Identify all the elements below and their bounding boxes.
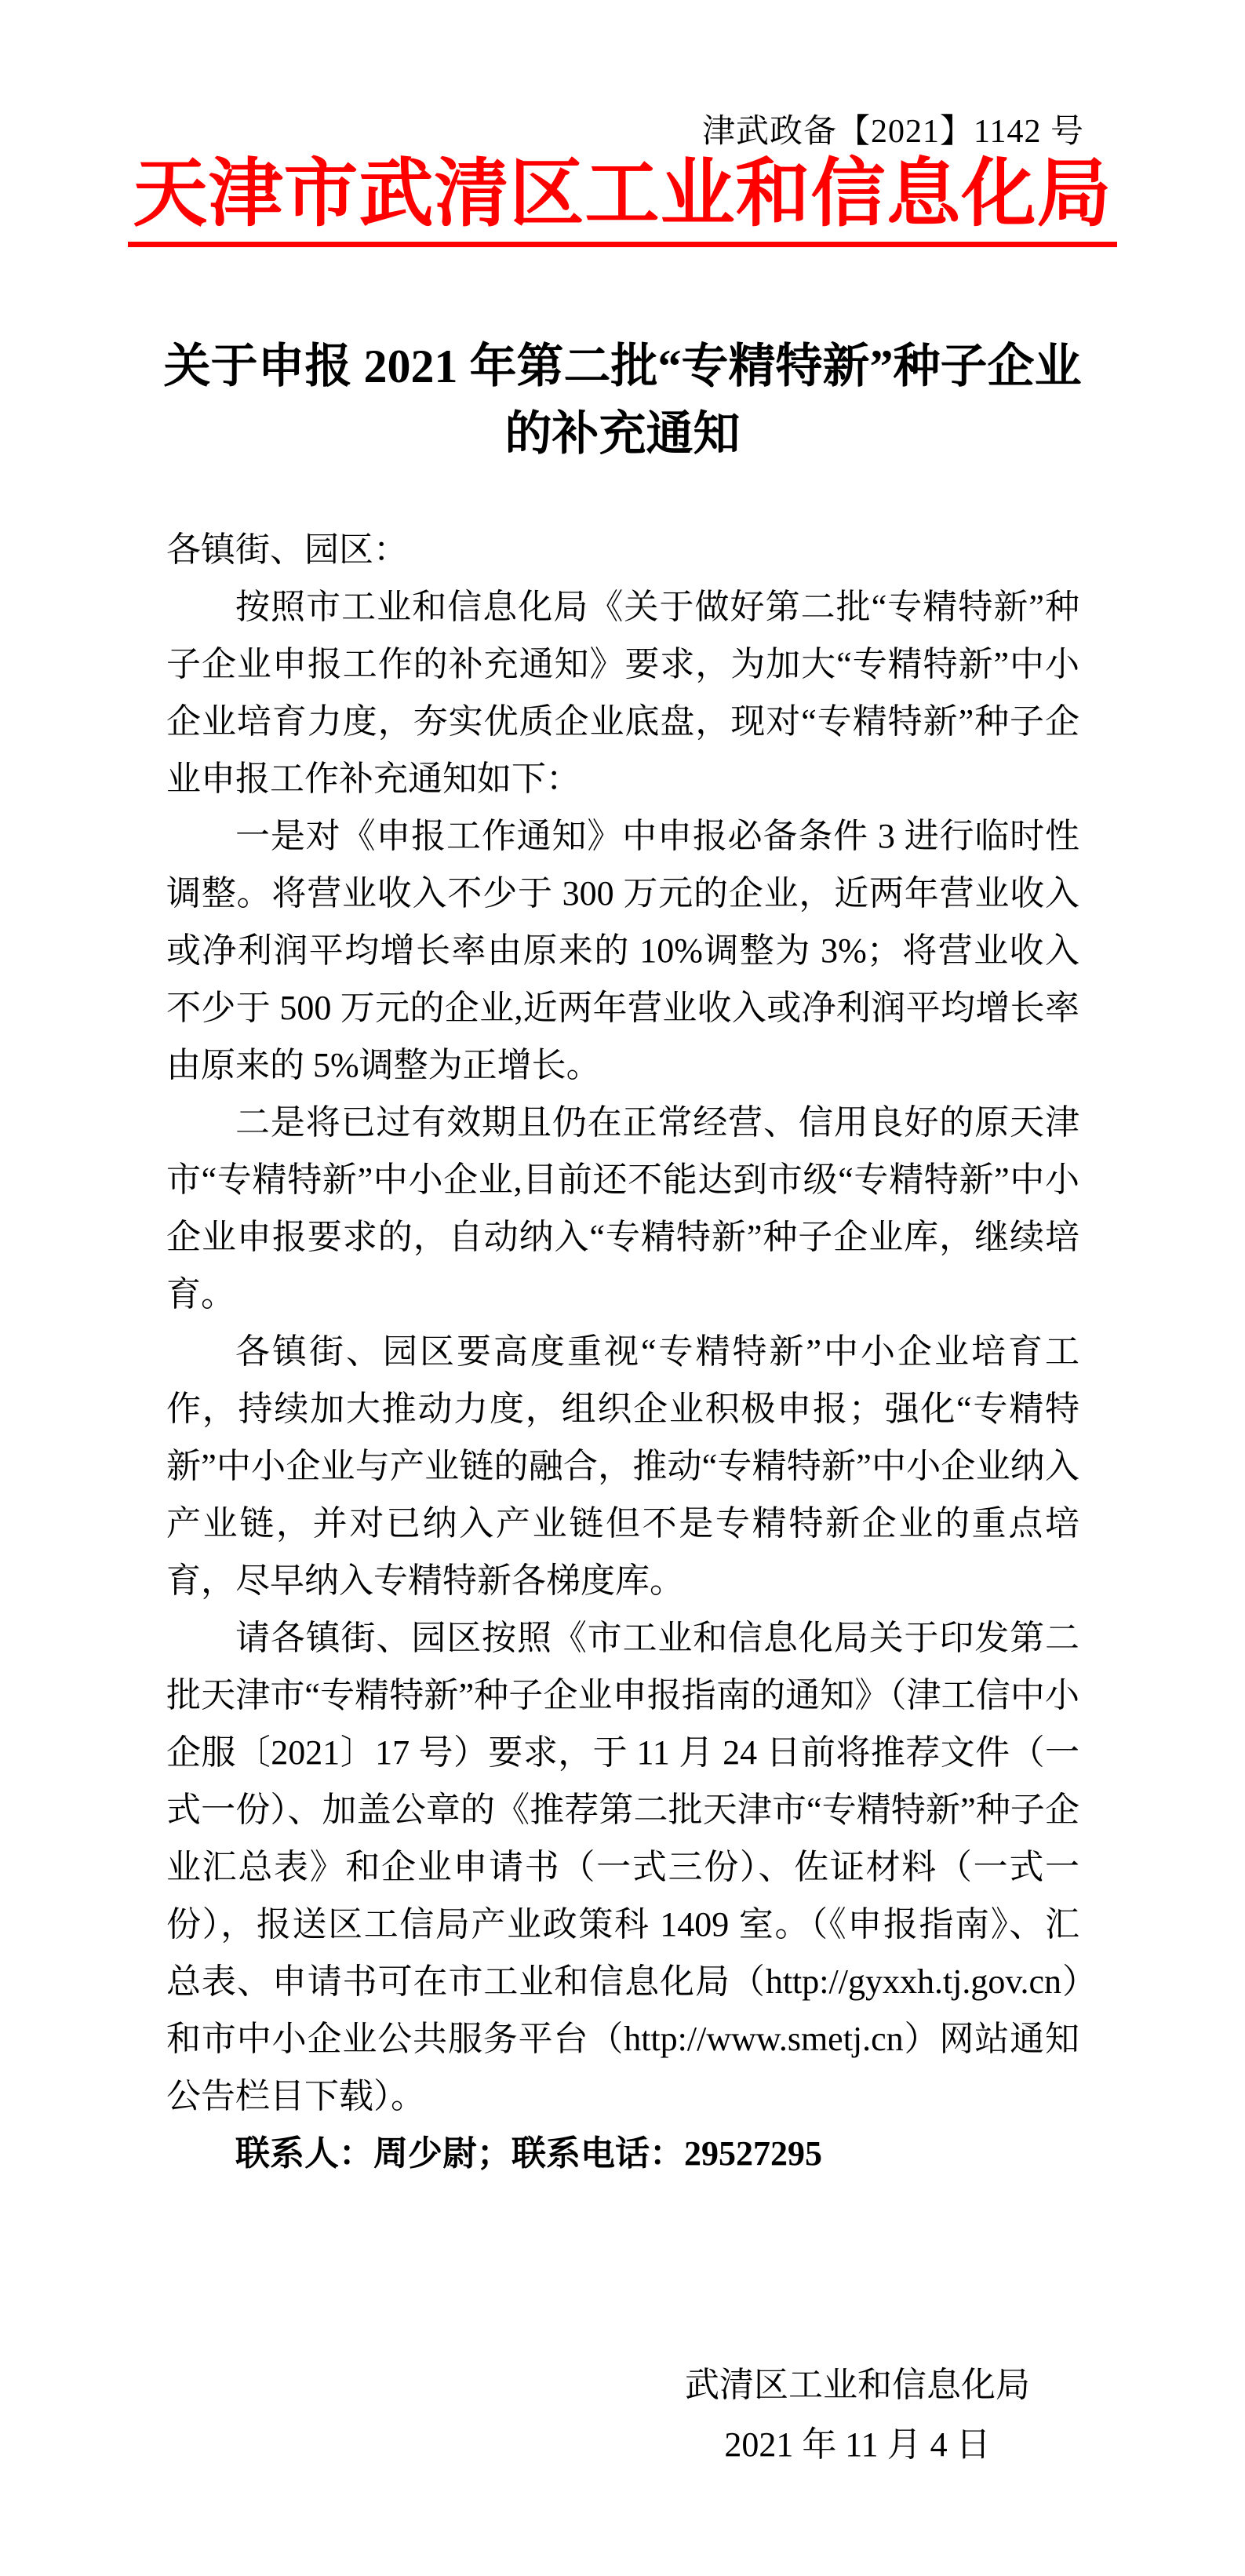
signature-block <box>685 2356 1030 2475</box>
notice-title-line2: 的补充通知 <box>504 408 741 460</box>
paragraph-4: 各镇街、园区要高度重视“专精特新”中小企业培育工作，持续加大推动力度，组织企业积极申报；强化“专精特新”中小企业与产业链的融合，推动“专精特新”中小企业纳入产业链，并对已纳入产业链但不是专精特新企业的重点培育，尽早纳入专精特新各梯度库。 <box>166 1332 1079 1600</box>
notice-title <box>0 333 1245 468</box>
salutation: 各镇街、园区： <box>166 530 408 569</box>
paragraph-5: 请各镇街、园区按照《市工业和信息化局关于印发第二批天津市“专精特新”种子企业申报指南的通知》（津工信中小企服〔2021〕17 号）要求，于 11 月 24 日前将推荐文件（一式一份）、加盖公章的《推荐第二批天津市“专精特新”种子企业汇总表》和企业申请书（一式三份）、佐证材料（一式一份），报送区工信局产业政策科 1409 室。（《申报指南》、汇总表、申请书可在市工业和信息化局（http://gyxxh.tj.gov.cn）和市中小企业公共服务平台（http://www.smetj.cn）网站通知公告栏目下载）。 <box>166 1619 1079 2115</box>
agency-title <box>0 152 1245 247</box>
notice-title-line1: 关于申报 2021 年第二批“专精特新”种子企业 <box>163 341 1082 392</box>
doc-number: 津武政备【2021】1142 号 <box>702 114 1084 150</box>
document-body <box>166 521 1079 2182</box>
paragraph-3: 二是将已过有效期且仍在正常经营、信用良好的原天津市“专精特新”中小企业,目前还不能达到市级“专精特新”中小企业申报要求的，自动纳入“专精特新”种子企业库，继续培育。 <box>166 1103 1079 1314</box>
contact-line: 联系人：周少尉；联系电话：29527295 <box>235 2134 822 2173</box>
paragraph-2: 一是对《申报工作通知》中申报必备条件 3 进行临时性调整。将营业收入不少于 300 万元的企业，近两年营业收入或净利润平均增长率由原来的 10%调整为 3%；将营业收入不少于 500 万元的企业,近两年营业收入或净利润平均增长率由原来的 5%调整为正增长。 <box>166 817 1079 1084</box>
paragraph-1: 按照市工业和信息化局《关于做好第二批“专精特新”种子企业申报工作的补充通知》要求，为加大“专精特新”中小企业培育力度，夯实优质企业底盘，现对“专精特新”种子企业申报工作补充通知如下： <box>166 588 1079 798</box>
agency-title-text: 天津市武清区工业和信息化局 <box>128 152 1116 247</box>
signature-agency: 武清区工业和信息化局 <box>685 2366 1030 2404</box>
signature-date: 2021 年 11 月 4 日 <box>724 2425 991 2464</box>
